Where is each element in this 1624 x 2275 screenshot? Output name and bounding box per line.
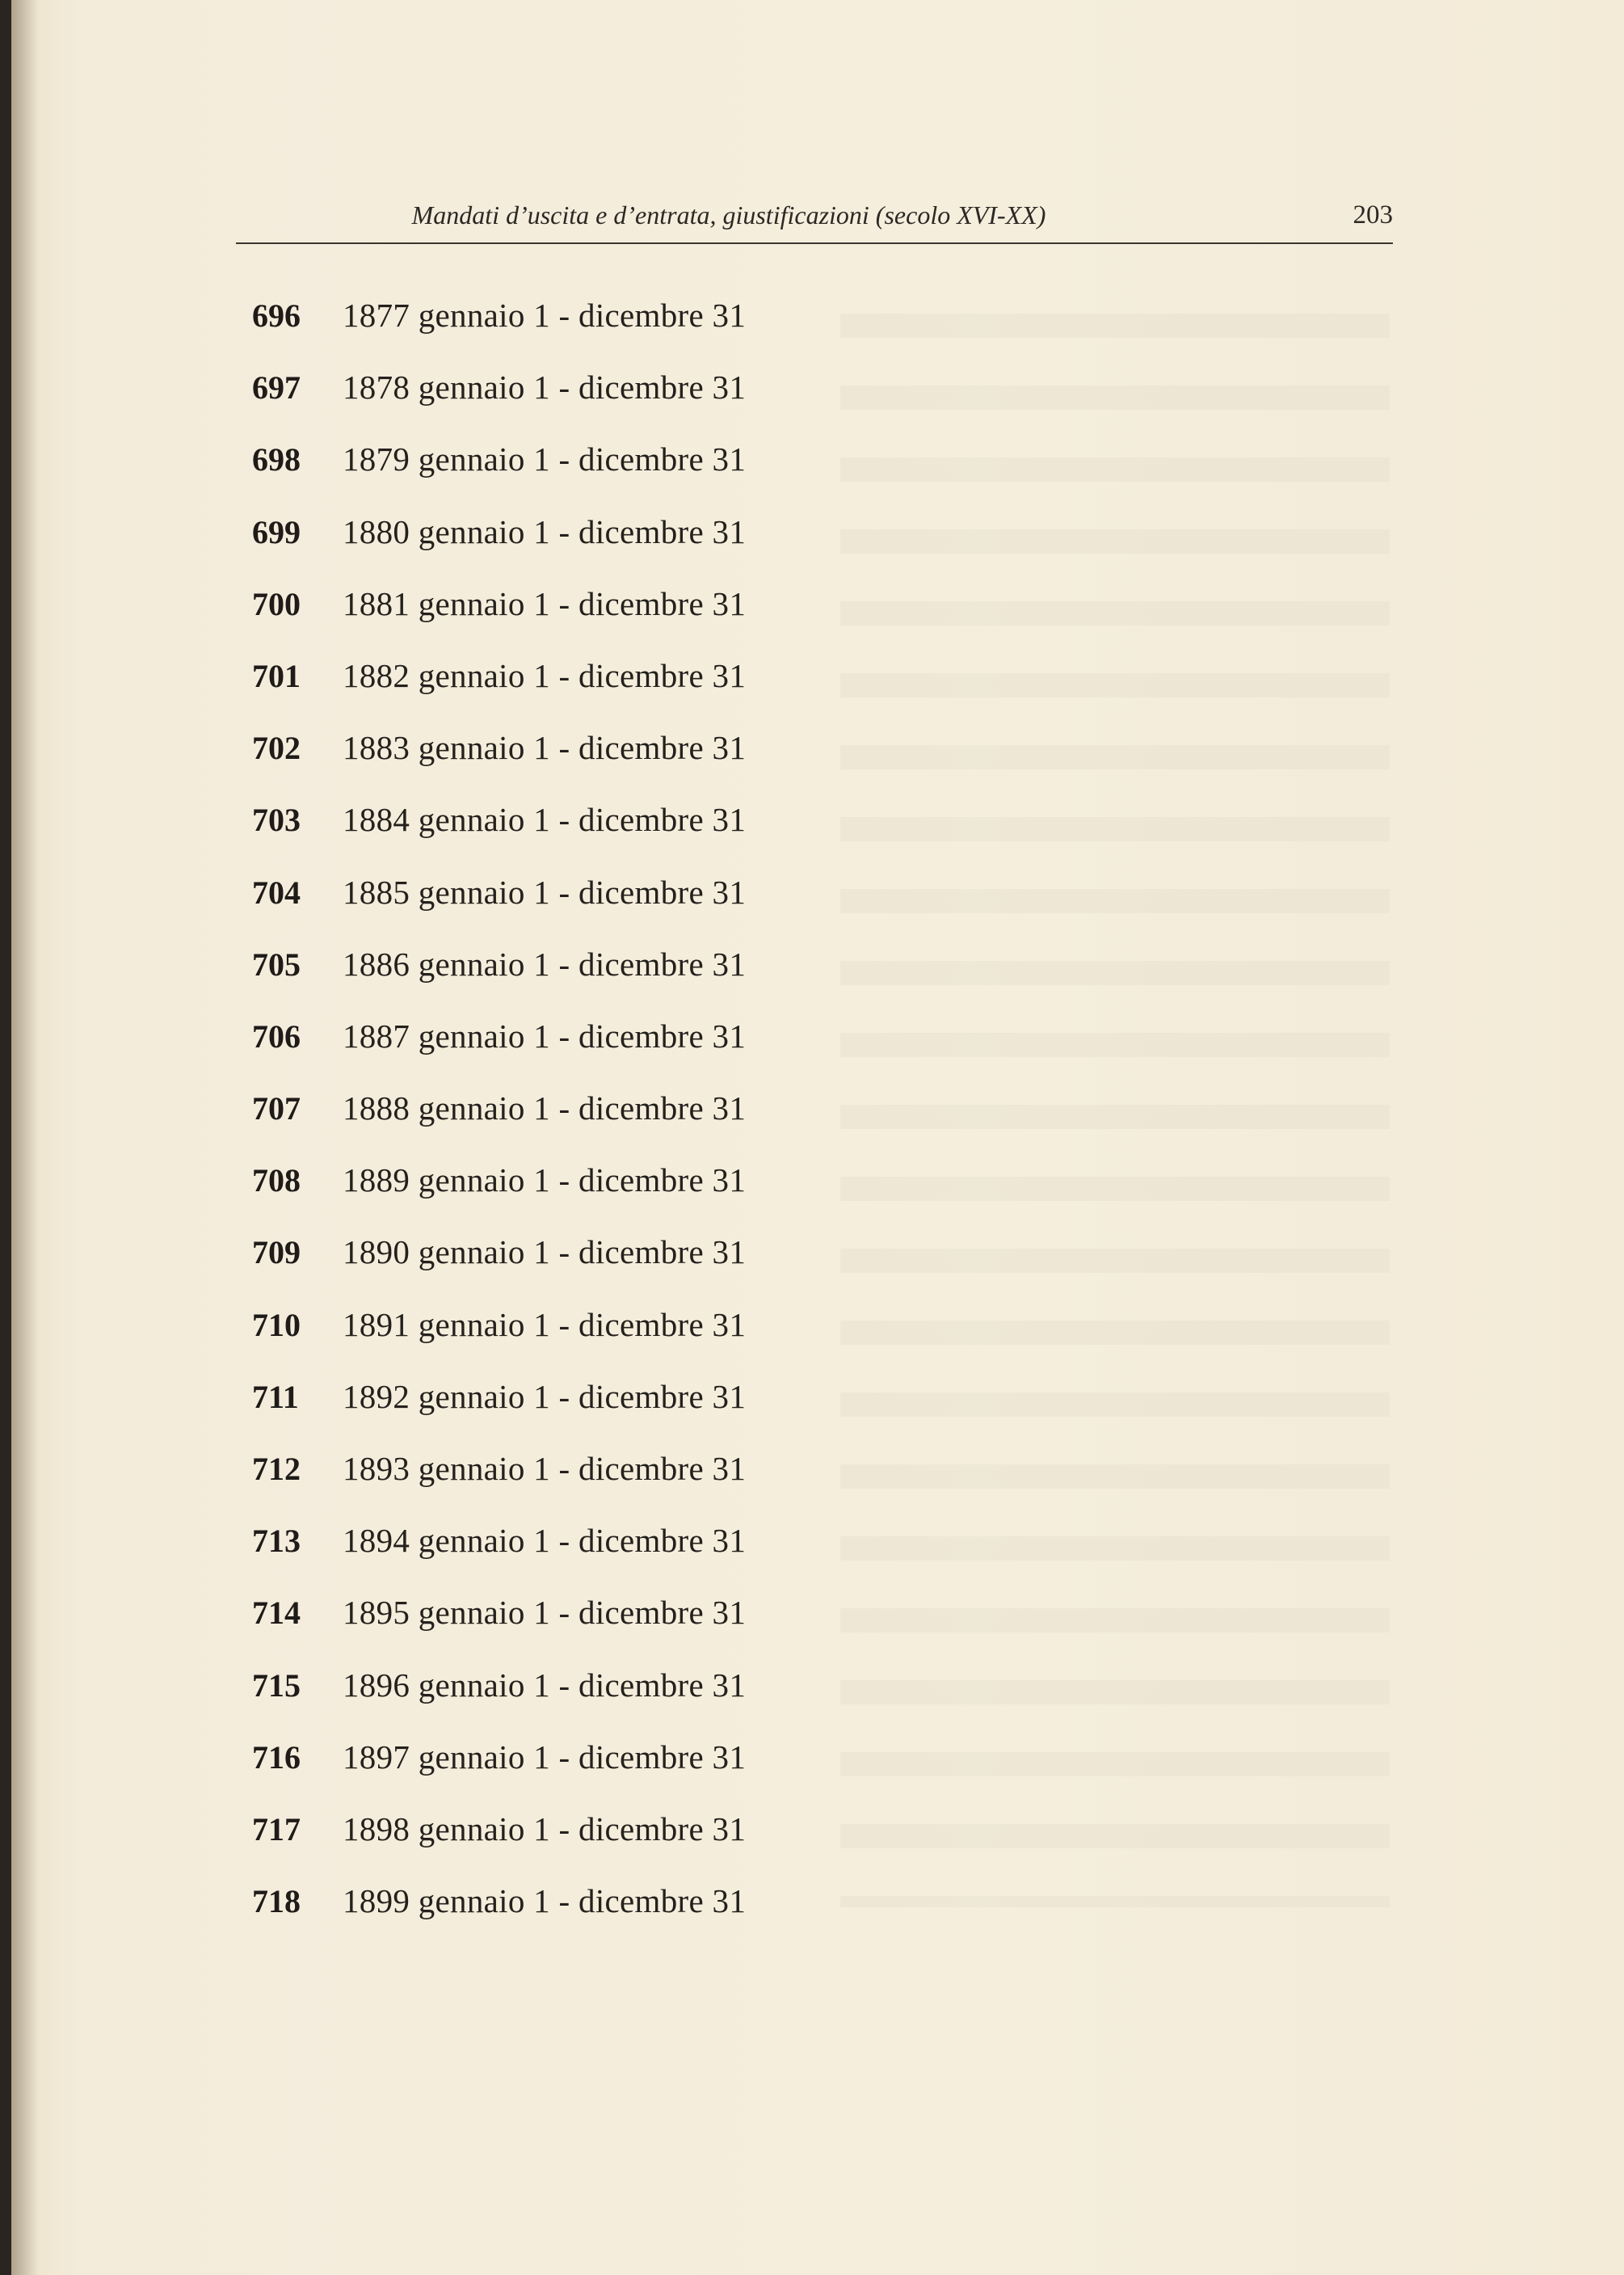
entry-number: 710: [252, 1306, 301, 1343]
list-item: [252, 1809, 746, 1881]
running-title: Mandati d’uscita e d’entrata, giustificazioni (secolo XVI-XX): [411, 200, 1046, 230]
entry-number: 708: [252, 1162, 301, 1199]
entry-number: 699: [252, 513, 301, 550]
entry-number: 717: [252, 1810, 301, 1847]
entry-number: 714: [252, 1595, 301, 1632]
entry-date-range: 1897 gennaio 1 - dicembre 31: [343, 1738, 747, 1776]
list-item: [252, 728, 746, 800]
list-item: [252, 800, 746, 872]
entry-date-range: 1895 gennaio 1 - dicembre 31: [343, 1594, 747, 1632]
list-item: [252, 1161, 746, 1232]
list-item: [252, 1666, 746, 1738]
entry-date-range: 1893 gennaio 1 - dicembre 31: [343, 1450, 747, 1487]
list-item: [252, 1738, 746, 1809]
entry-date-range: 1879 gennaio 1 - dicembre 31: [343, 440, 747, 478]
list-item: [252, 512, 746, 584]
entry-date-range: 1877 gennaio 1 - dicembre 31: [343, 297, 747, 334]
entry-date-range: 1880 gennaio 1 - dicembre 31: [343, 512, 747, 550]
list-item: [252, 1881, 746, 1953]
entry-number: 706: [252, 1017, 301, 1055]
entry-number: 697: [252, 369, 301, 407]
entry-date-range: 1888 gennaio 1 - dicembre 31: [343, 1089, 747, 1127]
list-item: [252, 873, 746, 945]
list-item: [252, 1232, 746, 1304]
list-item: [252, 1449, 746, 1521]
page-header: [236, 199, 1393, 244]
entry-date-range: 1898 gennaio 1 - dicembre 31: [343, 1809, 747, 1847]
entry-number: 700: [252, 585, 301, 622]
list-item: [252, 368, 746, 440]
entry-number: 713: [252, 1523, 301, 1560]
entry-date-range: 1878 gennaio 1 - dicembre 31: [343, 369, 747, 407]
list-item: [252, 1593, 746, 1665]
entry-number: 709: [252, 1234, 301, 1271]
entry-date-range: 1891 gennaio 1 - dicembre 31: [343, 1305, 747, 1343]
list-item: [252, 584, 746, 656]
list-item: [252, 440, 746, 512]
entry-date-range: 1889 gennaio 1 - dicembre 31: [343, 1161, 747, 1199]
list-item: [252, 1017, 746, 1089]
entry-number: 716: [252, 1738, 301, 1776]
list-item: [252, 656, 746, 728]
entry-number: 698: [252, 441, 301, 478]
entry-list: [252, 296, 746, 1953]
list-item: [252, 296, 746, 368]
entry-date-range: 1886 gennaio 1 - dicembre 31: [343, 945, 747, 983]
list-item: [252, 1521, 746, 1593]
entry-number: 715: [252, 1666, 301, 1704]
entry-date-range: 1890 gennaio 1 - dicembre 31: [343, 1233, 747, 1271]
entry-number: 712: [252, 1451, 301, 1487]
entry-number: 718: [252, 1883, 301, 1920]
entry-number: 696: [252, 297, 301, 334]
entry-date-range: 1885 gennaio 1 - dicembre 31: [343, 873, 747, 911]
entry-date-range: 1881 gennaio 1 - dicembre 31: [343, 584, 747, 622]
entry-number: 702: [252, 730, 301, 767]
entry-date-range: 1884 gennaio 1 - dicembre 31: [343, 801, 747, 839]
entry-date-range: 1894 gennaio 1 - dicembre 31: [343, 1522, 747, 1560]
list-item: [252, 1377, 746, 1449]
entry-date-range: 1882 gennaio 1 - dicembre 31: [343, 656, 747, 694]
entry-number: 704: [252, 874, 301, 911]
list-item: [252, 945, 746, 1017]
entry-number: 711: [252, 1378, 299, 1415]
entry-date-range: 1883 gennaio 1 - dicembre 31: [343, 729, 747, 767]
entry-number: 705: [252, 946, 301, 983]
entry-number: 701: [252, 657, 301, 694]
show-through-bleed: [840, 291, 1390, 1907]
binding-gutter-shadow: [11, 0, 39, 2275]
page-number: 203: [1353, 200, 1393, 230]
entry-number: 707: [252, 1090, 301, 1127]
entry-date-range: 1896 gennaio 1 - dicembre 31: [343, 1666, 747, 1704]
list-item: [252, 1305, 746, 1377]
list-item: [252, 1089, 746, 1161]
entry-date-range: 1899 gennaio 1 - dicembre 31: [343, 1882, 747, 1920]
entry-number: 703: [252, 802, 301, 839]
entry-date-range: 1887 gennaio 1 - dicembre 31: [343, 1017, 747, 1055]
entry-date-range: 1892 gennaio 1 - dicembre 31: [343, 1377, 747, 1415]
